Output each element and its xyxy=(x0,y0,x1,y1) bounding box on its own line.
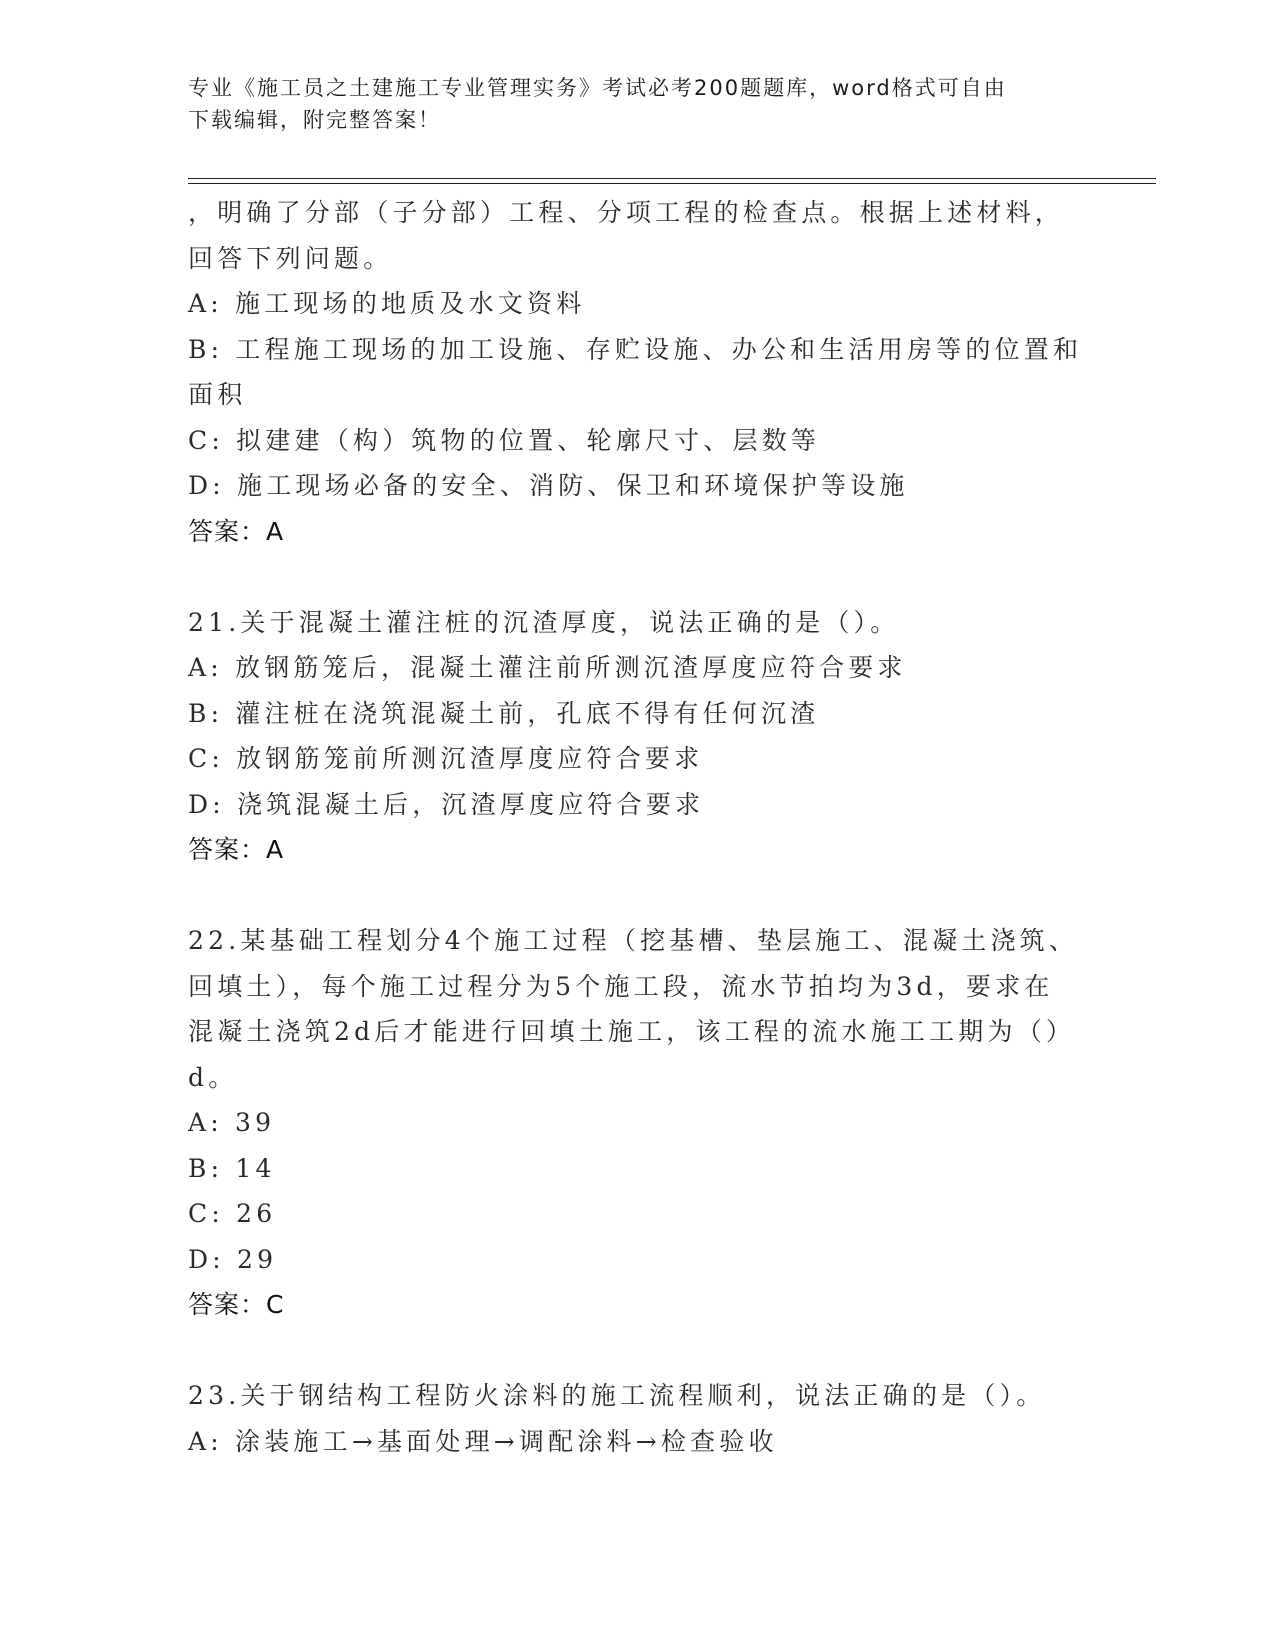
option-b: B: 灌注桩在浇筑混凝土前，孔底不得有任何沉渣 xyxy=(188,698,820,728)
option-a: A: 施工现场的地质及水文资料 xyxy=(188,289,586,318)
header-divider-bottom xyxy=(188,183,1156,184)
option-c: C: 放钢筋笼前所测沉渣厚度应符合要求 xyxy=(188,744,704,773)
question-23 xyxy=(188,1373,1088,1464)
question-stem: 23.关于钢结构工程防火涂料的施工流程顺利，说法正确的是（）。 xyxy=(188,1381,1046,1410)
option-c: C: 拟建建（构）筑物的位置、轮廓尺寸、层数等 xyxy=(188,425,821,455)
answer-line: 答案：C xyxy=(188,1290,285,1319)
question-stem: 21.关于混凝土灌注桩的沉渣厚度，说法正确的是（）。 xyxy=(188,607,900,637)
option-a: A: 涂装施工→基面处理→调配涂料→检查验收 xyxy=(188,1426,778,1456)
option-a: A: 39 xyxy=(188,1108,276,1137)
spacer xyxy=(188,873,1088,919)
header-line-2: 下载编辑，附完整答案！ xyxy=(188,108,441,132)
answer-line: 答案：A xyxy=(188,835,285,864)
question-21 xyxy=(188,600,1088,873)
question-content xyxy=(188,190,1088,1464)
question-stem-line: 回答下列问题。 xyxy=(188,243,393,273)
header-line-1: 专业《施工员之土建施工专业管理实务》考试必考200题题库，word格式可自由 xyxy=(188,76,1007,100)
option-d: D: 施工现场必备的安全、消防、保卫和环境保护等设施 xyxy=(188,471,909,500)
document-header xyxy=(188,72,1068,136)
question-stem-line: 混凝土浇筑2d后才能进行回填土施工，该工程的流水施工工期为（） xyxy=(188,1017,1076,1046)
spacer xyxy=(188,1328,1088,1374)
option-c: C: 26 xyxy=(188,1199,277,1228)
option-b-continued: 面积 xyxy=(188,380,247,409)
question-stem-line: 回填土），每个施工过程分为5个施工段，流水节拍均为3d，要求在 xyxy=(188,971,1054,1001)
question-stem-line: ，明确了分部（子分部）工程、分项工程的检查点。根据上述材料， xyxy=(188,198,1065,227)
header-divider-top xyxy=(188,178,1156,179)
question-22 xyxy=(188,918,1088,1328)
question-stem-line: 22.某基础工程划分4个施工过程（挖基槽、垫层施工、混凝土浇筑、 xyxy=(188,926,1079,955)
question-stem-line: d。 xyxy=(188,1062,238,1092)
option-d: D: 浇筑混凝土后，沉渣厚度应符合要求 xyxy=(188,789,705,819)
lead-question xyxy=(188,190,1088,554)
option-d: D: 29 xyxy=(188,1244,278,1274)
option-b: B: 工程施工现场的加工设施、存贮设施、办公和生活用房等的位置和 xyxy=(188,334,1083,364)
spacer xyxy=(188,554,1088,600)
option-a: A: 放钢筋笼后，混凝土灌注前所测沉渣厚度应符合要求 xyxy=(188,653,907,682)
option-b: B: 14 xyxy=(188,1153,276,1183)
answer-line: 答案：A xyxy=(188,516,285,546)
